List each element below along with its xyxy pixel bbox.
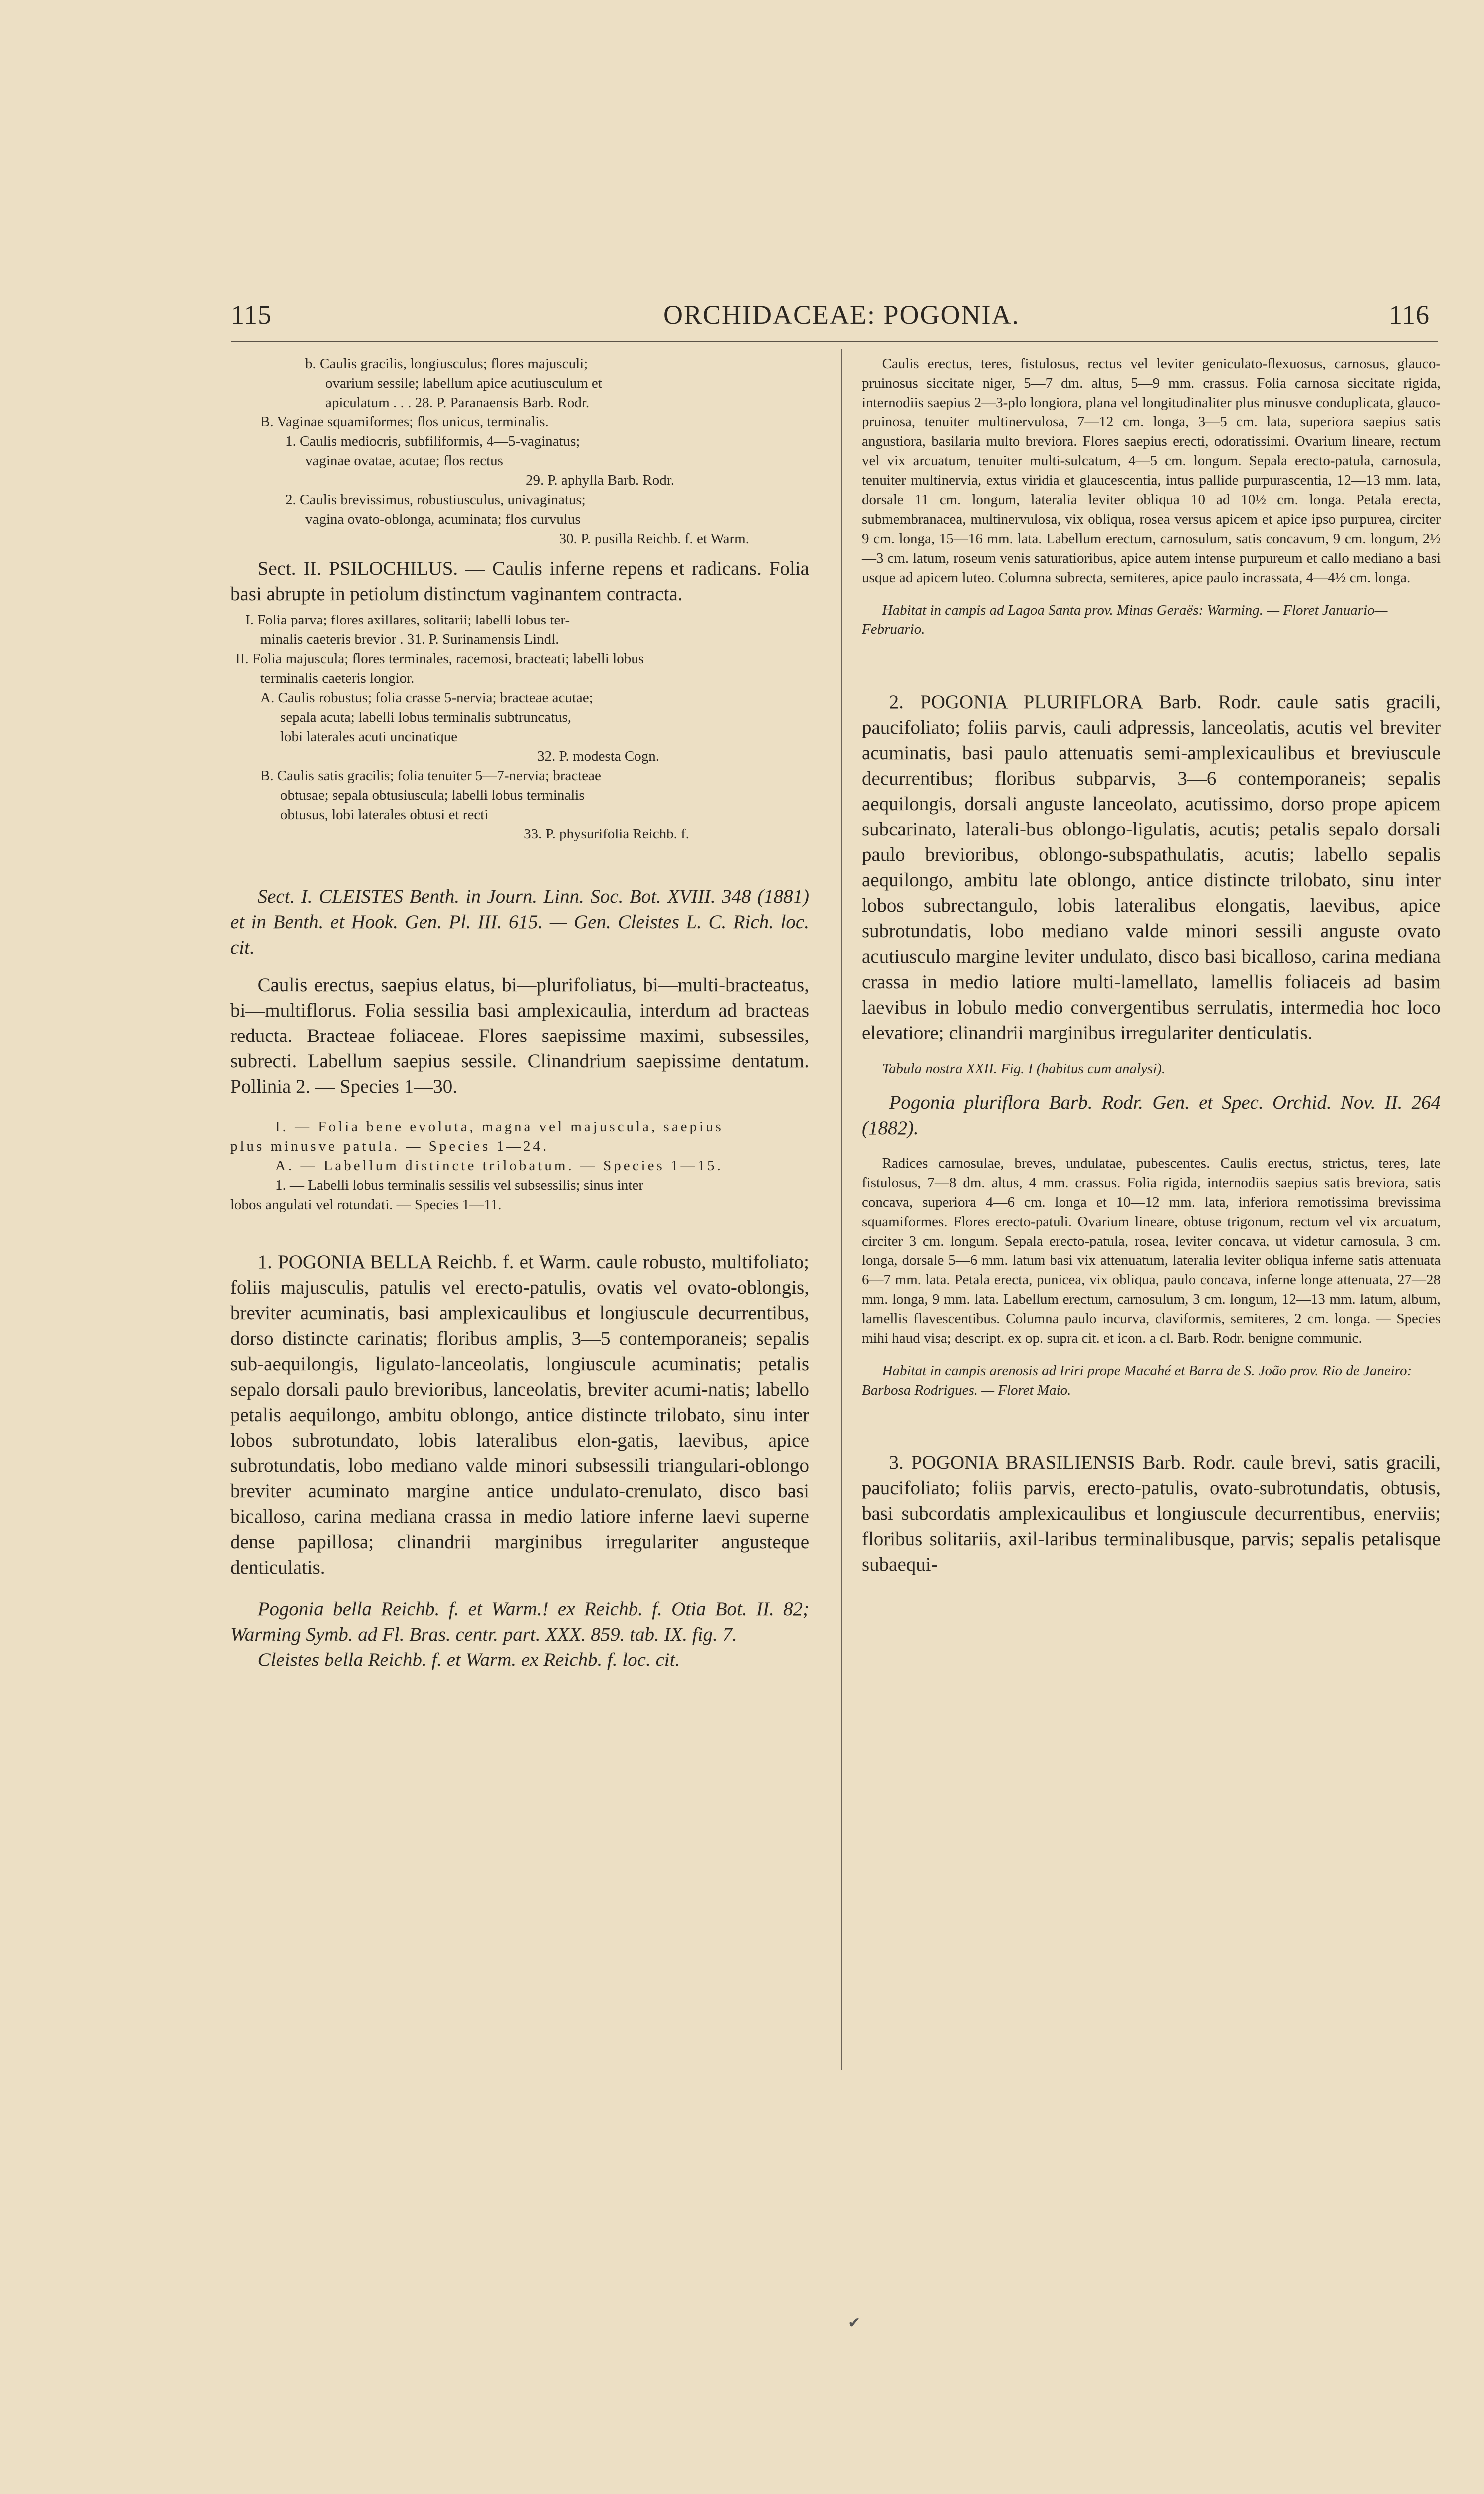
key-line: I. — Folia bene evoluta, magna vel majuscula, saepius: [275, 1119, 724, 1135]
key-line: b. Caulis gracilis, longiusculus; flores majusculi;: [305, 356, 588, 372]
key-line: apiculatum . . . 28. P. Paranaensis Barb. Rodr.: [325, 395, 590, 411]
key-line: vagina ovato-oblonga, acuminata; flos curvulus: [305, 511, 581, 527]
key-line: 2. Caulis brevissimus, robustiusculus, univaginatus;: [285, 492, 586, 508]
key-line: obtusus, lobi laterales obtusi et recti: [280, 807, 489, 823]
key-block-4: [230, 1117, 809, 1215]
species-1-reference: Pogonia bella Reichb. f. et Warm.! ex Reichb. f. Otia Bot. II. 82; Warming Symb. ad Fl. Bras. centr. part. XXX. 859. tab. IX. fig. 7.: [230, 1598, 809, 1645]
species-2-description: 2. POGONIA PLURIFLORA Barb. Rodr. caule satis gracili, paucifoliato; foliis parvis, cauli adpressis, lanceolatis, acutis vel breviter acuminatis, basi paulo attenuatis semi-amplexicaulibus et breviuscule decurrentibus; floribus subparvis, 3—6 contemporaneis; sepalis aequilongis, dorsali anguste lanceolato, acutissimo, dorso prope apicem subcarinato, laterali-bus oblongo-ligulatis, acutis; petalis sepalo dorsali paulo brevioribus, oblongo-subspathulatis, acutis; labello sepalis aequilongo, ambitu late oblongo, antice distincte trilobato, sinu inter lobos subrectangulo, lobis lateralibus elongatis, laevibus, apice subrotundatis, lobo mediano valde minori sessili anguste ovato acutiusculo margine leviter undulato, disco basi bicalloso, carina mediana crassa in medio latiore multi-lamellato, lamellis foliaceis ad basim laevibus in lobulo medio convergentibus serrulatis, intermedia hoc loco elevatiore; clinandrii marginibus irregulariter denticulatis.: [862, 691, 1441, 1043]
header-rule: [231, 341, 1438, 342]
species-name: 29. P. aphylla Barb. Rodr.: [525, 472, 674, 488]
key-line: A. — Labellum distincte trilobatum. — Species 1—15.: [275, 1158, 723, 1174]
species-1-detail: Caulis erectus, teres, fistulosus, rectus vel leviter geniculato-flexuosus, carnosus, glauco-pruinosus siccitate niger, 5—7 dm. altus, 5—9 mm. crassus. Folia carnosa siccitate rigida, internodiis saepius 2—3-plo longiora, plana vel longitudinaliter plus minusve conduplicata, glauco-pruinosa, tenuiter multinervulosa, 7—12 cm. longa, 3—5 cm. lata, superiora saepius satis angustiora, basilaria multo breviora. Flores saepius erecti, odoratissimi. Ovarium lineare, rectum vel vix arcuatum, tenuiter multi-sulcatum, 4—5 cm. longum. Sepala erecto-patula, carnosula, tenuiter multinervia, extus viridia et glaucescentia, intus pallide purpurascentia, 12—13 mm. lata, dorsale 11 cm. longum, lateralia leviter obliqua 10 ad 10½ cm. longa. Petala erecta, submembranacea, multinervulosa, vix obliqua, rosea versus apicem et apice ipso purpurea, circiter 9 cm. longa, 15—16 mm. lata. Labellum erectum, carnosulum, satis concavum, 9 cm. longum, 2½—3 cm. latum, roseum venis saturatioribus, apice autem intense purpureum et callo mediano a basi usque ad apicem luteo. Columna subrecta, semiteres, apice paulo incrassata, 4—4½ cm. longa.: [862, 356, 1441, 586]
key-line: I. Folia parva; flores axillares, solitarii; labelli lobus ter-: [245, 612, 570, 628]
species-3-description: 3. POGONIA BRASILIENSIS Barb. Rodr. caule brevi, satis gracili, paucifoliato; foliis parvis, erecto-patulis, ovato-subrotundatis, obtusis, basi subcordatis amplexicaulibus et longiuscule decurrentibus, enerviis; floribus solitariis, axil-laribus terminalibusque, parvis; sepalis petalisque subaequi-: [862, 1452, 1441, 1575]
key-line: vaginae ovatae, acutae; flos rectus: [305, 453, 503, 469]
key-line: lobi laterales acuti uncinatique: [280, 729, 458, 745]
section-2-heading: Sect. II. PSILOCHILUS. — Caulis inferne repens et radicans. Folia basi abrupte in petiolum distinctum vaginantem contracta.: [230, 558, 809, 605]
running-title: ORCHIDACEAE: POGONIA.: [663, 300, 1020, 330]
key-line: sepala acuta; labelli lobus terminalis subtruncatus,: [280, 709, 572, 725]
page-number-left: 115: [231, 300, 272, 330]
species-name: 30. P. pusilla Reichb. f. et Warm.: [559, 531, 749, 547]
key-line: B. Vaginae squamiformes; flos unicus, terminalis.: [260, 414, 549, 430]
page-number-right: 116: [1389, 300, 1430, 330]
key-line: terminalis caeteris longior.: [260, 670, 415, 686]
left-column: [230, 354, 809, 1672]
species-1-synonym: Cleistes bella Reichb. f. et Warm. ex Reichb. f. loc. cit.: [257, 1649, 680, 1670]
species-1-description: 1. POGONIA BELLA Reichb. f. et Warm. caule robusto, multifoliato; foliis majusculis, patulis vel erecto-patulis, ovatis vel ovato-oblongis, breviter acuminatis, basi amplexicaulibus et longiuscule decurrentibus, dorso distincte carinatis; floribus amplis, 3—5 contemporaneis; sepalis sub-aequilongis, ligulato-lanceolatis, longiuscule acuminatis; petalis sepalo dorsali paulo brevioribus, lanceolatis, breviter acumi-natis; labello petalis aequilongo, ambitu oblongo, antice distincte trilobato, sinu inter lobos subrotundato, lobis lateralibus elon-gatis, laevibus, apice subrotundatis, lobo mediano valde minori subsessili triangulari-oblongo breviter acuminato margine antice undulato-crenulato, disco basi bicalloso, carina mediana crassa in medio latiore inferne laevi superne dense papillosa; clinandrii marginibus irregulariter angusteque denticulatis.: [230, 1251, 809, 1578]
key-line: A. Caulis robustus; folia crasse 5-nervia; bracteae acutae;: [260, 690, 593, 706]
key-line: B. Caulis satis gracilis; folia tenuiter 5—7-nervia; bracteae: [260, 768, 601, 784]
species-2-reference: Pogonia pluriflora Barb. Rodr. Gen. et Spec. Orchid. Nov. II. 264 (1882).: [862, 1092, 1441, 1139]
key-line: II. Folia majuscula; flores terminales, racemosi, bracteati; labelli lobus: [235, 651, 644, 667]
key-line: lobos angulati vel rotundati. — Species 1—11.: [230, 1197, 502, 1213]
ink-mark: ✔: [848, 2315, 861, 2331]
key-line: plus minusve patula. — Species 1—24.: [230, 1138, 549, 1154]
species-1-habitat: Habitat in campis ad Lagoa Santa prov. Minas Geraës: Warming. — Floret Januario—Februario.: [862, 602, 1388, 637]
column-divider: [841, 349, 842, 2070]
key-block-3: [235, 611, 809, 844]
species-2-detail: Radices carnosulae, breves, undulatae, pubescentes. Caulis erectus, strictus, teres, late fistulosus, 7—8 dm. altus, 4 mm. crassus. Folia rigida, internodiis saepius satis breviora, satis concava, superiora 4—6 cm. longa et 10—12 mm. lata, inferiora remotissima brevissima squamiformes. Flores erecto-patuli. Ovarium lineare, obtuse trigonum, rectum vel vix arcuatum, circiter 3 cm. longum. Sepala erecto-patula, rosea, leviter concava, ut videtur carnosula, 3 cm. longa, dorsale 5—6 mm. latum basi vix attenuatum, lateralia leviter obliqua inferne satis attenuata 6—7 mm. lata. Petala erecta, punicea, vix obliqua, paulo concava, inferne longe attenuata, 27—28 mm. longa, 9 mm. lata. Labellum erectum, carnosulum, 3 cm. longum, 12—13 mm. latum, album, lamellis flavescentibus. Columna paulo incurva, claviformis, semiteres, 2 cm. longa. — Species mihi haud visa; descript. ex op. supra cit. et icon. a cl. Barb. Rodr. benigne communic.: [862, 1155, 1441, 1346]
key-line: obtusae; sepala obtusiuscula; labelli lobus terminalis: [280, 787, 585, 803]
species-2-tabula: Tabula nostra XXII. Fig. I (habitus cum analysi).: [882, 1061, 1166, 1077]
section-1-heading: Sect. I. CLEISTES Benth. in Journ. Linn. Soc. Bot. XVIII. 348 (1881) et in Benth. et Hook. Gen. Pl. III. 615. — Gen. Cleistes L. C. Rich. loc. cit.: [230, 886, 809, 958]
key-line: ovarium sessile; labellum apice acutiusculum et: [325, 375, 602, 391]
section-1-description: Caulis erectus, saepius elatus, bi—plurifoliatus, bi—multi-bracteatus, bi—multiflorus. Folia sessilia basi amplexicaulia, interdum ad bracteas reducta. Bracteae foliaceae. Flores saepissime maximi, subsessiles, subrecti. Labellum saepius sessile. Clinandrium saepissime dentatum. Pollinia 2. — Species 1—30.: [230, 974, 809, 1097]
species-name: 33. P. physurifolia Reichb. f.: [524, 826, 689, 842]
key-block-2: [285, 432, 809, 549]
key-line: 1. Caulis mediocris, subfiliformis, 4—5-vaginatus;: [285, 433, 580, 449]
species-2-habitat: Habitat in campis arenosis ad Iriri prope Macahé et Barra de S. João prov. Rio de Janeiro: Barbosa Rodrigues. — Floret Maio.: [862, 1363, 1412, 1398]
key-line: 1. — Labelli lobus terminalis sessilis vel subsessilis; sinus inter: [275, 1177, 643, 1193]
key-line: minalis caeteris brevior . 31. P. Surinamensis Lindl.: [260, 631, 559, 647]
key-block-1: [305, 354, 809, 413]
species-name: 32. P. modesta Cogn.: [537, 748, 659, 764]
right-column: [862, 354, 1441, 1577]
